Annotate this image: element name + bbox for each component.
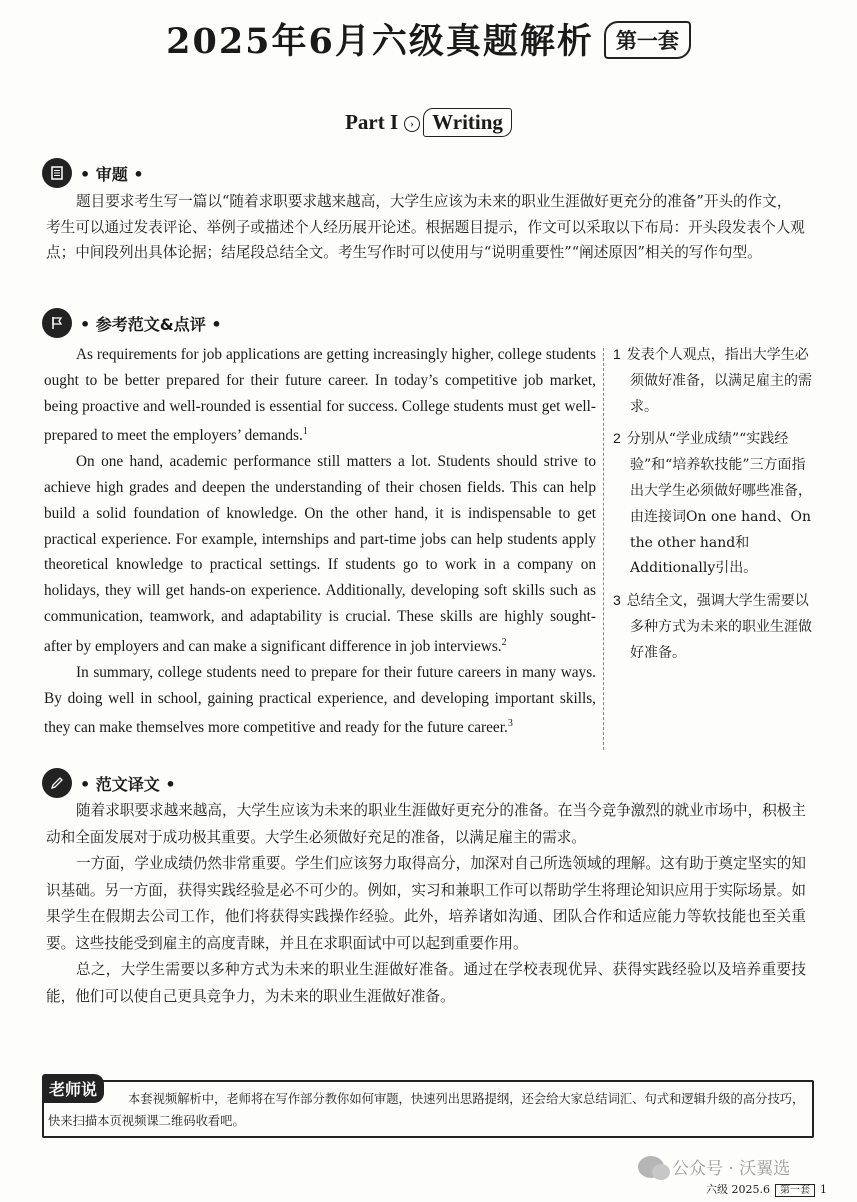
commentary-notes (613, 342, 813, 673)
note-text: 分别从“学业成绩”“实践经验”和“培养软技能”三方面指出大学生必须做好哪些准备，由连接词On one hand、On the other hand和Additionally引出。 (626, 431, 812, 577)
teacher-says-text: 本套视频解析中，老师将在写作部分教你如何审题，快速列出思路提纲，还会给大家总结词汇、句式和逻辑升级的高分技巧，快来扫描本页视频课二维码收看吧。 (48, 1092, 805, 1128)
note-number: 3 (613, 592, 621, 609)
section-heading-text: • 范文译文 • (80, 774, 176, 794)
review-paragraph: 题目要求考生写一篇以“随着求职要求越来越高，大学生应该为未来的职业生涯做好更充分的准备”开头的作文，考生可以通过发表评论、举例子或描述个人经历展开论述。根据题目提示，作文可以采取以下布局：开头段发表个人观点；中间段列出具体论据；结尾段总结全文。考生写作时可以使用与“说明重要性”“阐述原因”相关的写作句型。 (46, 193, 805, 262)
note-text: 总结全文，强调大学生需要以多种方式为未来的职业生涯做好准备。 (626, 593, 812, 661)
section-heading-review (42, 158, 144, 188)
page-title-text: 2025年6月六级真题解析 (166, 21, 594, 62)
watermark-text: 公众号 · 沃翼选 (672, 1159, 791, 1179)
note-item (613, 426, 813, 582)
footer-set: 第一套 (775, 1184, 815, 1197)
note-number: 1 (613, 346, 621, 362)
note-marker: 2 (501, 636, 507, 648)
part-label: Part I (345, 110, 399, 134)
note-item (613, 588, 813, 666)
essay-text: As requirements for job applications are getting increasingly higher, college students ought to be better prepared for their future career. In today’s competitive job market, being proactive and well-rounded is essential for success. College students must get well-prepared to meet the employers’ demands. (44, 346, 596, 445)
essay-paragraph (44, 449, 596, 659)
note-marker: 1 (302, 426, 308, 438)
note-number: 2 (613, 430, 621, 447)
teacher-says-tag: 老师说 (42, 1074, 104, 1103)
translation-paragraph: 随着求职要求越来越高，大学生应该为未来的职业生涯做好更充分的准备。在当今竞争激烈的就业市场中，积极主动和全面发展对于成功极其重要。大学生必须做好充足的准备，以满足雇主的需求。 (46, 802, 806, 846)
column-divider (603, 348, 604, 750)
wechat-icon (638, 1156, 664, 1178)
section-heading-sample (42, 308, 222, 338)
page-number: 1 (820, 1183, 827, 1196)
note-text: 发表个人观点，指出大学生必须做好准备，以满足雇主的需求。 (626, 347, 812, 415)
translation (46, 798, 806, 1010)
part-name: Writing (423, 108, 512, 137)
section-heading-text: • 审题 • (80, 164, 144, 184)
page-title (0, 14, 857, 64)
flag-icon (42, 308, 72, 338)
essay-text: On one hand, academic performance still matters a lot. Students should strive to achieve high grades and deepen the understanding of their chosen fields. This can help build a solid foundation of knowledge. On the other hand, it is indispensable to get practical experience. For example, internships and part-time jobs can help students apply theoretical knowledge to practical settings. If students go to work in a company on holidays, they will get hands-on experience. Additionally, developing soft skills such as communication, teamwork, and adaptability is crucial. These skills are highly sought-after by employers and can make a significant difference in job interviews. (44, 453, 596, 655)
chevron-icon: › (404, 116, 420, 132)
pen-icon (42, 768, 72, 798)
section-heading-text: • 参考范文&点评 • (80, 314, 222, 334)
set-badge: 第一套 (604, 21, 691, 59)
note-item (613, 342, 813, 420)
part-heading (0, 108, 857, 137)
note-marker: 3 (507, 718, 513, 730)
section-heading-translation (42, 768, 176, 798)
translation-paragraph: 一方面，学业成绩仍然非常重要。学生们应该努力取得高分，加深对自己所选领域的理解。这有助于奠定坚实的知识基础。另一方面，获得实践经验是必不可少的。例如，实习和兼职工作可以帮助学生将理论知识应用于实际场景。如果学生在假期去公司工作，他们将获得实践操作经验。此外，培养诸如沟通、团队合作和适应能力等软技能也至关重要。这些技能受到雇主的高度青睐，并且在求职面试中可以起到重要作用。 (46, 855, 806, 952)
essay-paragraph (44, 660, 596, 741)
sample-essay (44, 342, 596, 741)
footer-book: 六级 2025.6 (706, 1183, 770, 1196)
essay-text: In summary, college students need to prepare for their future careers in many ways. By doing well in school, gaining practical experience, and developing important skills, they can make themselves more competitive and ready for the future career. (44, 663, 596, 737)
page-footer (706, 1181, 827, 1197)
watermark (638, 1154, 790, 1179)
teacher-says-box (42, 1080, 814, 1138)
notebook-icon (42, 158, 72, 188)
translation-paragraph: 总之，大学生需要以多种方式为未来的职业生涯做好准备。通过在学校表现优异、获得实践经验以及培养重要技能，他们可以使自己更具竞争力，为未来的职业生涯做好准备。 (46, 961, 806, 1005)
essay-paragraph (44, 342, 596, 449)
